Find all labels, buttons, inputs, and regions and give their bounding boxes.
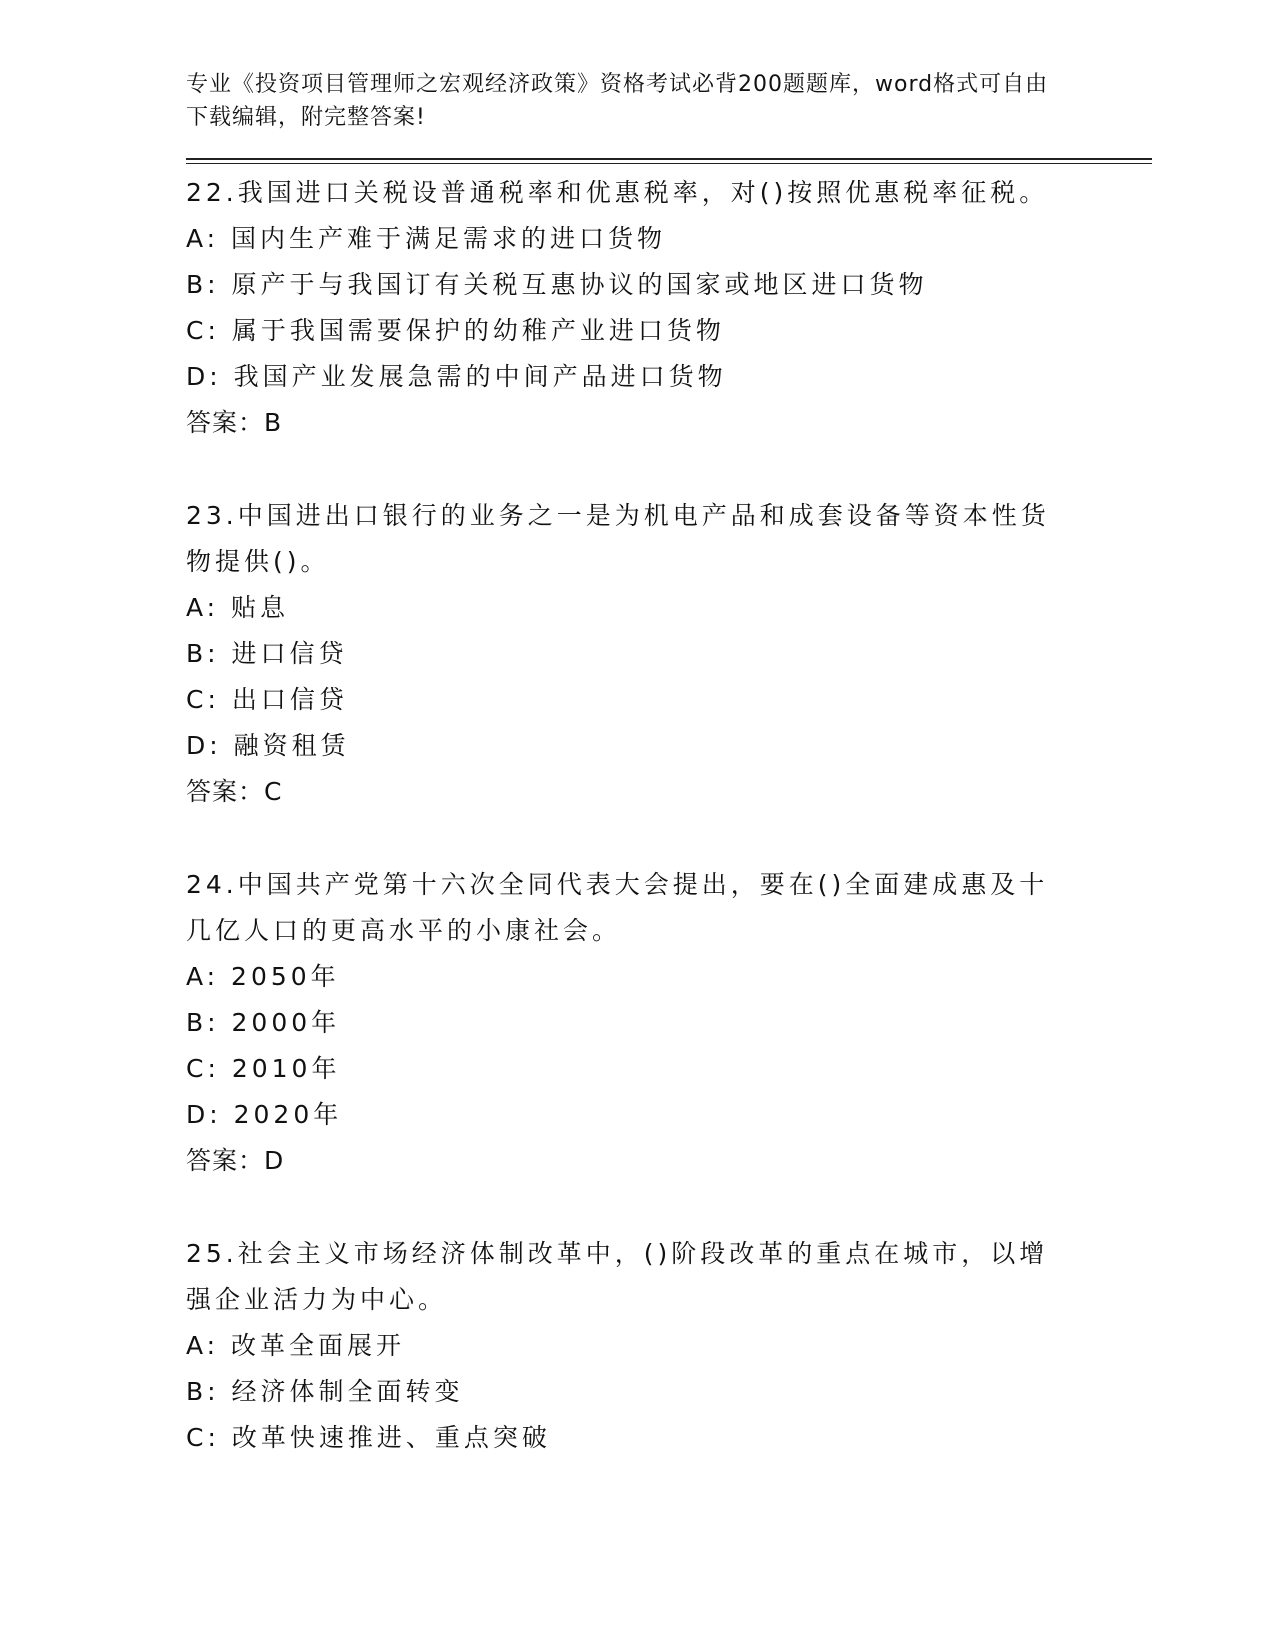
answer: 答案：B [186,408,283,437]
option-c: C: 改革快速推进、重点突破 [186,1423,551,1452]
question-25 [186,1231,1152,1461]
question-22 [186,170,1152,446]
question-24 [186,862,1152,1184]
question-stem: 22.我国进口关税设普通税率和优惠税率，对()按照优惠税率征税。 [186,178,1049,207]
question-stem: 24.中国共产党第十六次全同代表大会提出，要在()全面建成惠及十几亿人口的更高水平的小康社会。 [186,870,1049,945]
option-a: A: 国内生产难于满足需求的进口货物 [186,224,667,253]
option-a: A: 改革全面展开 [186,1331,406,1360]
option-a: A: 2050年 [186,962,340,991]
option-c: C: 属于我国需要保护的幼稚产业进口货物 [186,316,725,345]
option-b: B: 2000年 [186,1008,341,1037]
option-c: C: 出口信贷 [186,685,348,714]
header-divider [186,158,1152,164]
document-page [186,68,1152,1461]
document-header: 专业《投资项目管理师之宏观经济政策》资格考试必背200题题库，word格式可自由下载编辑，附完整答案! [186,72,1049,130]
answer: 答案：C [186,777,283,806]
option-b: B: 进口信贷 [186,639,348,668]
question-stem: 25.社会主义市场经济体制改革中，()阶段改革的重点在城市，以增强企业活力为中心。 [186,1239,1049,1314]
option-d: D: 我国产业发展急需的中间产品进口货物 [186,362,727,391]
question-23 [186,493,1152,815]
option-a: A: 贴息 [186,593,290,622]
answer: 答案：D [186,1146,285,1175]
option-d: D: 融资租赁 [186,731,350,760]
option-d: D: 2020年 [186,1100,343,1129]
option-b: B: 原产于与我国订有关税互惠协议的国家或地区进口货物 [186,270,928,299]
option-b: B: 经济体制全面转变 [186,1377,464,1406]
option-c: C: 2010年 [186,1054,341,1083]
question-stem: 23.中国进出口银行的业务之一是为机电产品和成套设备等资本性货物提供()。 [186,501,1050,576]
